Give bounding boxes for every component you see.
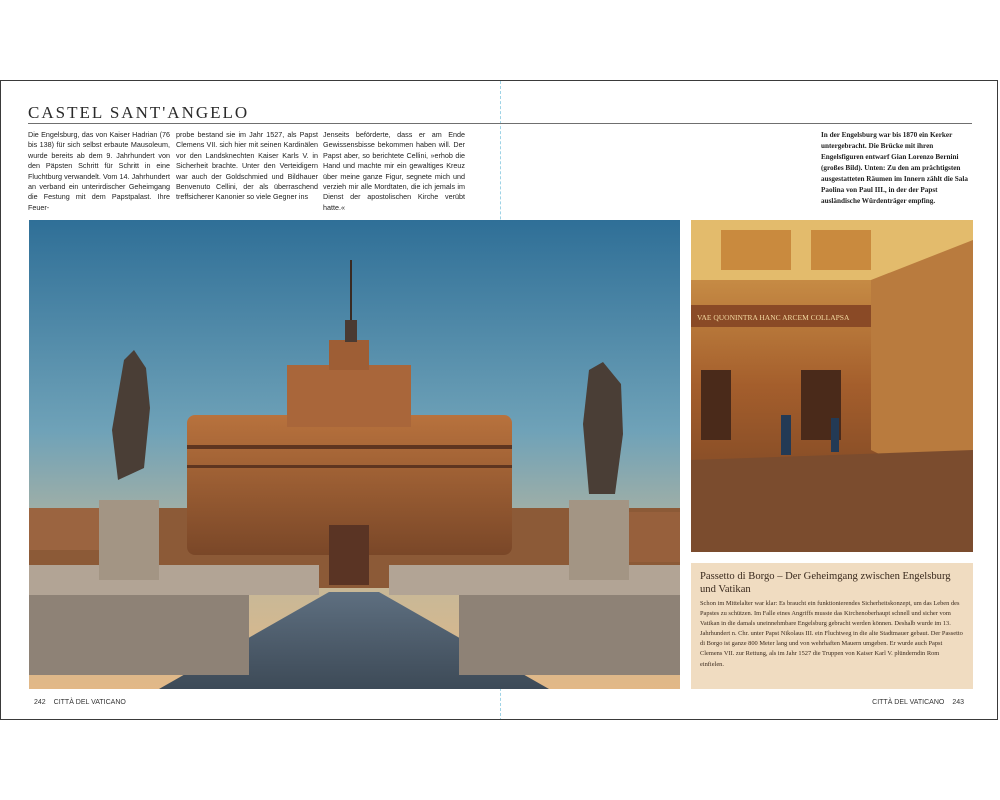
- sala-paolina-photo: [691, 220, 973, 552]
- footer-right: [872, 699, 970, 706]
- body-column-1: Die Engelsburg, das von Kaiser Hadrian (76 bis 138) für sich selbst erbaute Mausoleum, wurde bereits ab dem 9. Jahrhundert von den Päpsten Schritt für Schritt in eine Fluchtburg verwandelt. Vom 14. Jahrhundert an verband ein unterirdischer Geheimgang die Festung mit dem Papstpalast. Ihre Feuer-: [28, 130, 170, 212]
- body-column-3: Jenseits beförderte, dass er am Ende Gewissensbisse bekommen haben will. Der Papst aber, so berichtete Cellini, »erhob die Hand und machte mir ein gewaltiges Kreuz über meine ganze Figur, segnete mich und verzieh mir alle Mordtaten, die ich jemals im Dienst der apostolischen Kirche verübt hatte.«: [323, 130, 465, 212]
- fresco-inscription: VAE QUONINTRA HANC ARCEM COLLAPSA: [697, 313, 850, 322]
- page-number-right: 243: [952, 699, 964, 706]
- page-title: CASTEL SANT'ANGELO: [28, 103, 250, 122]
- castel-sant-angelo-photo: [29, 220, 680, 689]
- title-rule: [28, 123, 972, 124]
- sidebar-text: Schon im Mittelalter war klar: Es braucht ein funktionierendes Sicherheitskonzept, um das Leben des Papstes zu schützen. Im Falle eines Angriffs musste das Kirchenoberhaupt schnell und sicher vom Vatikan in die damals uneinnehmbare Engelsburg gebracht werden können. Deshalb wurde im 13. Jahrhundert n. Chr. unter Papst Nikolaus III. ein Fluchtweg in die alte Stadtmauer gebaut. Der Passetto di Borgo ist ganze 800 Meter lang und von wehrhaften Mauern umgeben. Er wurde auch Papst Clemens VII. zur Rettung, als im Jahr 1527 die Truppen von Kaiser Karl V. plünderndin Rom einfielen.: [700, 600, 963, 668]
- footer-left: [28, 699, 126, 706]
- footer-section-right: CITTÀ DEL VATICANO: [872, 699, 945, 706]
- footer-section-left: CITTÀ DEL VATICANO: [53, 699, 126, 706]
- sidebar-title: Passetto di Borgo – Der Geheimgang zwischen Engelsburg und Vatikan: [700, 571, 951, 595]
- magazine-spread: [0, 80, 998, 720]
- photo-caption: In der Engelsburg war bis 1870 ein Kerker untergebracht. Die Brücke mit ihren Engelsfiguren entwarf Gian Lorenzo Bernini (großes Bild). Unten: Zu den am prächtigsten ausgestatteten Räumen im Innern zählt die Sala Paolina von Paul III., in der der Papst ausländische Würdenträger empfing.: [821, 131, 968, 205]
- sidebar-box: [691, 563, 973, 689]
- page-number-left: 242: [34, 699, 46, 706]
- body-column-2: probe bestand sie im Jahr 1527, als Papst Clemens VII. sich hier mit seinen Kardinälen vor den Landsknechten Kaiser Karls V. in Sicherheit brachte. Unter den Verteidigern war auch der Goldschmied und Bildhauer Benvenuto Cellini, der als überraschend treffsicherer Kanonier so viele Gegner ins: [176, 130, 318, 202]
